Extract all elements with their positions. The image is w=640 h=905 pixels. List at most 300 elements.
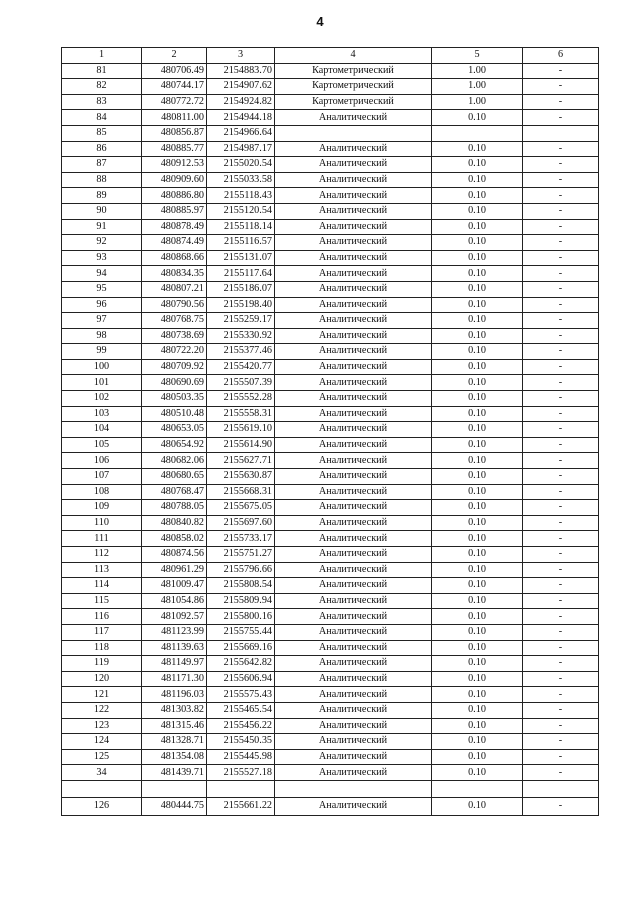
accuracy-cell: 1.00 bbox=[432, 63, 523, 79]
accuracy-cell: 0.10 bbox=[432, 188, 523, 204]
accuracy-cell: 0.10 bbox=[432, 749, 523, 765]
accuracy-cell: 0.10 bbox=[432, 515, 523, 531]
note-cell: - bbox=[523, 141, 599, 157]
point-number: 117 bbox=[62, 624, 142, 640]
note-cell: - bbox=[523, 110, 599, 126]
point-number: 109 bbox=[62, 500, 142, 516]
column-header: 3 bbox=[207, 48, 275, 64]
accuracy-cell: 0.10 bbox=[432, 219, 523, 235]
coordinate-y: 2155668.31 bbox=[207, 484, 275, 500]
method-cell: Аналитический bbox=[275, 797, 432, 815]
table-row bbox=[62, 671, 599, 687]
table-row bbox=[62, 266, 599, 282]
coordinates-table bbox=[61, 47, 599, 816]
method-cell: Аналитический bbox=[275, 172, 432, 188]
accuracy-cell: 0.10 bbox=[432, 328, 523, 344]
note-cell: - bbox=[523, 515, 599, 531]
table-row bbox=[62, 437, 599, 453]
accuracy-cell: 0.10 bbox=[432, 500, 523, 516]
point-number: 96 bbox=[62, 297, 142, 313]
note-cell: - bbox=[523, 765, 599, 781]
note-cell: - bbox=[523, 531, 599, 547]
coordinate-y: 2155118.14 bbox=[207, 219, 275, 235]
coordinate-y: 2154944.18 bbox=[207, 110, 275, 126]
note-cell: - bbox=[523, 687, 599, 703]
method-cell: Аналитический bbox=[275, 718, 432, 734]
method-cell: Аналитический bbox=[275, 671, 432, 687]
coordinate-y: 2154883.70 bbox=[207, 63, 275, 79]
accuracy-cell: 0.10 bbox=[432, 609, 523, 625]
table-row bbox=[62, 640, 599, 656]
point-number: 84 bbox=[62, 110, 142, 126]
method-cell: Аналитический bbox=[275, 297, 432, 313]
accuracy-cell: 0.10 bbox=[432, 157, 523, 173]
table-row bbox=[62, 203, 599, 219]
note-cell: - bbox=[523, 328, 599, 344]
coordinate-x: 480744.17 bbox=[142, 79, 207, 95]
note-cell: - bbox=[523, 63, 599, 79]
coordinate-x: 480909.60 bbox=[142, 172, 207, 188]
table-row bbox=[62, 453, 599, 469]
accuracy-cell: 0.10 bbox=[432, 547, 523, 563]
coordinate-y: 2155755.44 bbox=[207, 624, 275, 640]
coordinate-y: 2155465.54 bbox=[207, 702, 275, 718]
table-row bbox=[62, 734, 599, 750]
method-cell: Аналитический bbox=[275, 157, 432, 173]
table-row bbox=[62, 687, 599, 703]
point-number: 87 bbox=[62, 157, 142, 173]
point-number: 125 bbox=[62, 749, 142, 765]
table-row bbox=[62, 391, 599, 407]
point-number: 113 bbox=[62, 562, 142, 578]
accuracy-cell: 0.10 bbox=[432, 203, 523, 219]
note-cell: - bbox=[523, 375, 599, 391]
point-number: 94 bbox=[62, 266, 142, 282]
coordinate-x: 480961.29 bbox=[142, 562, 207, 578]
coordinate-x: 481303.82 bbox=[142, 702, 207, 718]
point-number: 92 bbox=[62, 235, 142, 251]
accuracy-cell: 0.10 bbox=[432, 734, 523, 750]
method-cell: Аналитический bbox=[275, 219, 432, 235]
table-row bbox=[62, 749, 599, 765]
note-cell: - bbox=[523, 797, 599, 815]
note-cell: - bbox=[523, 157, 599, 173]
accuracy-cell: 0.10 bbox=[432, 640, 523, 656]
table-row bbox=[62, 484, 599, 500]
method-cell: Аналитический bbox=[275, 593, 432, 609]
coordinate-x: 480682.06 bbox=[142, 453, 207, 469]
note-cell: - bbox=[523, 484, 599, 500]
note-cell: - bbox=[523, 593, 599, 609]
note-cell: - bbox=[523, 203, 599, 219]
coordinate-x: 480690.69 bbox=[142, 375, 207, 391]
accuracy-cell: 1.00 bbox=[432, 94, 523, 110]
table-row bbox=[62, 406, 599, 422]
note-cell: - bbox=[523, 453, 599, 469]
point-number: 116 bbox=[62, 609, 142, 625]
note-cell: - bbox=[523, 344, 599, 360]
table-row bbox=[62, 188, 599, 204]
coordinate-y: 2155120.54 bbox=[207, 203, 275, 219]
note-cell: - bbox=[523, 281, 599, 297]
coordinate-y: 2155456.22 bbox=[207, 718, 275, 734]
coordinate-x: 480768.47 bbox=[142, 484, 207, 500]
coordinate-y: 2155116.57 bbox=[207, 235, 275, 251]
method-cell: Аналитический bbox=[275, 702, 432, 718]
accuracy-cell: 0.10 bbox=[432, 593, 523, 609]
accuracy-cell: 0.10 bbox=[432, 297, 523, 313]
point-number: 89 bbox=[62, 188, 142, 204]
table-body bbox=[62, 63, 599, 780]
table-row bbox=[62, 609, 599, 625]
note-cell bbox=[523, 125, 599, 141]
method-cell: Аналитический bbox=[275, 734, 432, 750]
table-row bbox=[62, 281, 599, 297]
method-cell: Аналитический bbox=[275, 640, 432, 656]
coordinate-x: 480885.97 bbox=[142, 203, 207, 219]
coordinate-y: 2155118.43 bbox=[207, 188, 275, 204]
note-cell: - bbox=[523, 671, 599, 687]
point-number: 99 bbox=[62, 344, 142, 360]
coordinate-x: 481171.30 bbox=[142, 671, 207, 687]
table-row bbox=[62, 79, 599, 95]
point-number: 98 bbox=[62, 328, 142, 344]
point-number: 115 bbox=[62, 593, 142, 609]
point-number: 88 bbox=[62, 172, 142, 188]
point-number: 34 bbox=[62, 765, 142, 781]
method-cell: Аналитический bbox=[275, 437, 432, 453]
coordinate-y: 2155552.28 bbox=[207, 391, 275, 407]
point-number: 102 bbox=[62, 391, 142, 407]
accuracy-cell: 0.10 bbox=[432, 250, 523, 266]
coordinate-x: 480709.92 bbox=[142, 359, 207, 375]
coordinate-y: 2155630.87 bbox=[207, 469, 275, 485]
table-row bbox=[62, 219, 599, 235]
coordinate-x: 480788.05 bbox=[142, 500, 207, 516]
accuracy-cell: 0.10 bbox=[432, 266, 523, 282]
accuracy-cell: 0.10 bbox=[432, 797, 523, 815]
coordinate-x: 480654.92 bbox=[142, 437, 207, 453]
coordinate-y: 2155614.90 bbox=[207, 437, 275, 453]
table-row bbox=[62, 157, 599, 173]
note-cell: - bbox=[523, 562, 599, 578]
method-cell: Аналитический bbox=[275, 578, 432, 594]
table-row bbox=[62, 469, 599, 485]
method-cell: Аналитический bbox=[275, 406, 432, 422]
note-cell: - bbox=[523, 391, 599, 407]
method-cell: Аналитический bbox=[275, 562, 432, 578]
method-cell: Аналитический bbox=[275, 235, 432, 251]
note-cell: - bbox=[523, 624, 599, 640]
method-cell: Аналитический bbox=[275, 422, 432, 438]
table-header-row bbox=[62, 48, 599, 64]
coordinate-y: 2155377.46 bbox=[207, 344, 275, 360]
accuracy-cell: 0.10 bbox=[432, 656, 523, 672]
coordinate-y: 2154924.82 bbox=[207, 94, 275, 110]
method-cell: Аналитический bbox=[275, 547, 432, 563]
note-cell: - bbox=[523, 547, 599, 563]
coordinate-y: 2155800.16 bbox=[207, 609, 275, 625]
method-cell: Аналитический bbox=[275, 391, 432, 407]
coordinate-y: 2155697.60 bbox=[207, 515, 275, 531]
coordinate-x: 481196.03 bbox=[142, 687, 207, 703]
point-number: 118 bbox=[62, 640, 142, 656]
coordinate-x: 480510.48 bbox=[142, 406, 207, 422]
point-number: 120 bbox=[62, 671, 142, 687]
coordinate-x: 481328.71 bbox=[142, 734, 207, 750]
coordinate-y: 2155751.27 bbox=[207, 547, 275, 563]
table-footer bbox=[62, 780, 599, 815]
accuracy-cell: 0.10 bbox=[432, 469, 523, 485]
coordinate-x: 480886.80 bbox=[142, 188, 207, 204]
note-cell: - bbox=[523, 313, 599, 329]
table-row bbox=[62, 531, 599, 547]
accuracy-cell: 0.10 bbox=[432, 141, 523, 157]
column-header: 2 bbox=[142, 48, 207, 64]
table-row bbox=[62, 500, 599, 516]
accuracy-cell: 0.10 bbox=[432, 344, 523, 360]
coordinate-x: 480444.75 bbox=[142, 797, 207, 815]
method-cell: Картометрический bbox=[275, 63, 432, 79]
coordinate-y: 2155450.35 bbox=[207, 734, 275, 750]
coordinate-x: 480807.21 bbox=[142, 281, 207, 297]
coordinate-x: 480874.56 bbox=[142, 547, 207, 563]
accuracy-cell: 0.10 bbox=[432, 578, 523, 594]
note-cell: - bbox=[523, 749, 599, 765]
coordinate-y: 2155661.22 bbox=[207, 797, 275, 815]
note-cell: - bbox=[523, 250, 599, 266]
table-row bbox=[62, 63, 599, 79]
method-cell: Аналитический bbox=[275, 484, 432, 500]
column-header: 6 bbox=[523, 48, 599, 64]
table-row bbox=[62, 593, 599, 609]
coordinate-y: 2155627.71 bbox=[207, 453, 275, 469]
table-row bbox=[62, 297, 599, 313]
coordinate-y: 2155131.07 bbox=[207, 250, 275, 266]
method-cell: Аналитический bbox=[275, 687, 432, 703]
method-cell: Аналитический bbox=[275, 656, 432, 672]
method-cell: Аналитический bbox=[275, 500, 432, 516]
accuracy-cell: 0.10 bbox=[432, 484, 523, 500]
coordinate-x: 480768.75 bbox=[142, 313, 207, 329]
coordinate-x: 480840.82 bbox=[142, 515, 207, 531]
method-cell: Аналитический bbox=[275, 375, 432, 391]
accuracy-cell: 0.10 bbox=[432, 391, 523, 407]
table-row bbox=[62, 624, 599, 640]
coordinate-x: 480772.72 bbox=[142, 94, 207, 110]
note-cell: - bbox=[523, 79, 599, 95]
coordinate-x: 480912.53 bbox=[142, 157, 207, 173]
coordinate-x: 480722.20 bbox=[142, 344, 207, 360]
note-cell: - bbox=[523, 94, 599, 110]
method-cell: Картометрический bbox=[275, 94, 432, 110]
point-number: 104 bbox=[62, 422, 142, 438]
table-row bbox=[62, 141, 599, 157]
method-cell: Аналитический bbox=[275, 141, 432, 157]
point-number: 83 bbox=[62, 94, 142, 110]
table-row bbox=[62, 328, 599, 344]
point-number: 93 bbox=[62, 250, 142, 266]
accuracy-cell: 0.10 bbox=[432, 437, 523, 453]
note-cell: - bbox=[523, 578, 599, 594]
coordinate-x: 481139.63 bbox=[142, 640, 207, 656]
column-header: 4 bbox=[275, 48, 432, 64]
coordinate-y: 2155606.94 bbox=[207, 671, 275, 687]
note-cell: - bbox=[523, 609, 599, 625]
point-number: 110 bbox=[62, 515, 142, 531]
point-number: 85 bbox=[62, 125, 142, 141]
note-cell: - bbox=[523, 702, 599, 718]
point-number: 97 bbox=[62, 313, 142, 329]
coordinate-x: 480868.66 bbox=[142, 250, 207, 266]
coordinate-y: 2155507.39 bbox=[207, 375, 275, 391]
accuracy-cell: 0.10 bbox=[432, 531, 523, 547]
table-row bbox=[62, 110, 599, 126]
method-cell: Аналитический bbox=[275, 344, 432, 360]
method-cell: Аналитический bbox=[275, 624, 432, 640]
coordinate-y: 2155117.64 bbox=[207, 266, 275, 282]
column-header: 5 bbox=[432, 48, 523, 64]
accuracy-cell: 0.10 bbox=[432, 172, 523, 188]
coordinate-y: 2155642.82 bbox=[207, 656, 275, 672]
method-cell: Аналитический bbox=[275, 281, 432, 297]
note-cell: - bbox=[523, 266, 599, 282]
method-cell: Аналитический bbox=[275, 328, 432, 344]
table-row bbox=[62, 422, 599, 438]
note-cell: - bbox=[523, 437, 599, 453]
coordinate-y: 2155733.17 bbox=[207, 531, 275, 547]
table-row bbox=[62, 562, 599, 578]
point-number: 121 bbox=[62, 687, 142, 703]
coordinate-y: 2155198.40 bbox=[207, 297, 275, 313]
coordinate-x: 481054.86 bbox=[142, 593, 207, 609]
column-header: 1 bbox=[62, 48, 142, 64]
page-number: 4 bbox=[316, 14, 324, 29]
note-cell: - bbox=[523, 359, 599, 375]
note-cell: - bbox=[523, 219, 599, 235]
table-row bbox=[62, 702, 599, 718]
accuracy-cell: 0.10 bbox=[432, 687, 523, 703]
coordinate-x: 480885.77 bbox=[142, 141, 207, 157]
point-number: 82 bbox=[62, 79, 142, 95]
coordinate-x: 480706.49 bbox=[142, 63, 207, 79]
note-cell: - bbox=[523, 640, 599, 656]
coordinate-y: 2155669.16 bbox=[207, 640, 275, 656]
coordinate-x: 481354.08 bbox=[142, 749, 207, 765]
coordinate-x: 481123.99 bbox=[142, 624, 207, 640]
coordinate-x: 480811.00 bbox=[142, 110, 207, 126]
point-number: 106 bbox=[62, 453, 142, 469]
coordinate-y: 2155445.98 bbox=[207, 749, 275, 765]
coordinate-x: 481009.47 bbox=[142, 578, 207, 594]
accuracy-cell: 1.00 bbox=[432, 79, 523, 95]
note-cell: - bbox=[523, 734, 599, 750]
point-number: 123 bbox=[62, 718, 142, 734]
note-cell: - bbox=[523, 500, 599, 516]
table-row bbox=[62, 375, 599, 391]
point-number: 124 bbox=[62, 734, 142, 750]
method-cell: Аналитический bbox=[275, 749, 432, 765]
point-number: 111 bbox=[62, 531, 142, 547]
accuracy-cell: 0.10 bbox=[432, 406, 523, 422]
table-row bbox=[62, 313, 599, 329]
coordinate-x: 480834.35 bbox=[142, 266, 207, 282]
point-number: 108 bbox=[62, 484, 142, 500]
note-cell: - bbox=[523, 422, 599, 438]
coordinate-x: 480858.02 bbox=[142, 531, 207, 547]
table-row bbox=[62, 656, 599, 672]
point-number: 95 bbox=[62, 281, 142, 297]
accuracy-cell: 0.10 bbox=[432, 313, 523, 329]
method-cell: Аналитический bbox=[275, 515, 432, 531]
accuracy-cell: 0.10 bbox=[432, 702, 523, 718]
coordinate-y: 2155796.66 bbox=[207, 562, 275, 578]
method-cell: Аналитический bbox=[275, 531, 432, 547]
table-row bbox=[62, 578, 599, 594]
note-cell: - bbox=[523, 172, 599, 188]
coordinate-y: 2154907.62 bbox=[207, 79, 275, 95]
note-cell: - bbox=[523, 297, 599, 313]
note-cell: - bbox=[523, 188, 599, 204]
coordinate-x: 480680.65 bbox=[142, 469, 207, 485]
method-cell: Аналитический bbox=[275, 359, 432, 375]
accuracy-cell: 0.10 bbox=[432, 671, 523, 687]
table-row bbox=[62, 235, 599, 251]
method-cell: Аналитический bbox=[275, 250, 432, 266]
table-row bbox=[62, 125, 599, 141]
note-cell: - bbox=[523, 235, 599, 251]
table-row bbox=[62, 359, 599, 375]
note-cell: - bbox=[523, 718, 599, 734]
coordinate-x: 480503.35 bbox=[142, 391, 207, 407]
note-cell: - bbox=[523, 656, 599, 672]
point-number: 90 bbox=[62, 203, 142, 219]
point-number: 119 bbox=[62, 656, 142, 672]
point-number: 81 bbox=[62, 63, 142, 79]
table-row bbox=[62, 94, 599, 110]
table-row bbox=[62, 765, 599, 781]
coordinate-x: 481439.71 bbox=[142, 765, 207, 781]
coordinate-x: 481149.97 bbox=[142, 656, 207, 672]
accuracy-cell: 0.10 bbox=[432, 359, 523, 375]
coordinate-x: 480653.05 bbox=[142, 422, 207, 438]
point-number: 112 bbox=[62, 547, 142, 563]
accuracy-cell: 0.10 bbox=[432, 281, 523, 297]
coordinate-x: 480856.87 bbox=[142, 125, 207, 141]
note-cell: - bbox=[523, 469, 599, 485]
coordinate-y: 2154966.64 bbox=[207, 125, 275, 141]
coordinate-y: 2155020.54 bbox=[207, 157, 275, 173]
method-cell: Аналитический bbox=[275, 453, 432, 469]
coordinate-y: 2155186.07 bbox=[207, 281, 275, 297]
method-cell: Аналитический bbox=[275, 765, 432, 781]
table-row bbox=[62, 797, 599, 815]
coordinate-x: 481315.46 bbox=[142, 718, 207, 734]
table-row bbox=[62, 250, 599, 266]
coordinate-y: 2155809.94 bbox=[207, 593, 275, 609]
point-number: 122 bbox=[62, 702, 142, 718]
coordinate-y: 2155033.58 bbox=[207, 172, 275, 188]
point-number: 86 bbox=[62, 141, 142, 157]
coordinate-y: 2155675.05 bbox=[207, 500, 275, 516]
accuracy-cell: 0.10 bbox=[432, 765, 523, 781]
method-cell: Аналитический bbox=[275, 313, 432, 329]
method-cell: Аналитический bbox=[275, 469, 432, 485]
coordinate-y: 2155619.10 bbox=[207, 422, 275, 438]
point-number: 101 bbox=[62, 375, 142, 391]
method-cell: Аналитический bbox=[275, 110, 432, 126]
coordinate-x: 480878.49 bbox=[142, 219, 207, 235]
